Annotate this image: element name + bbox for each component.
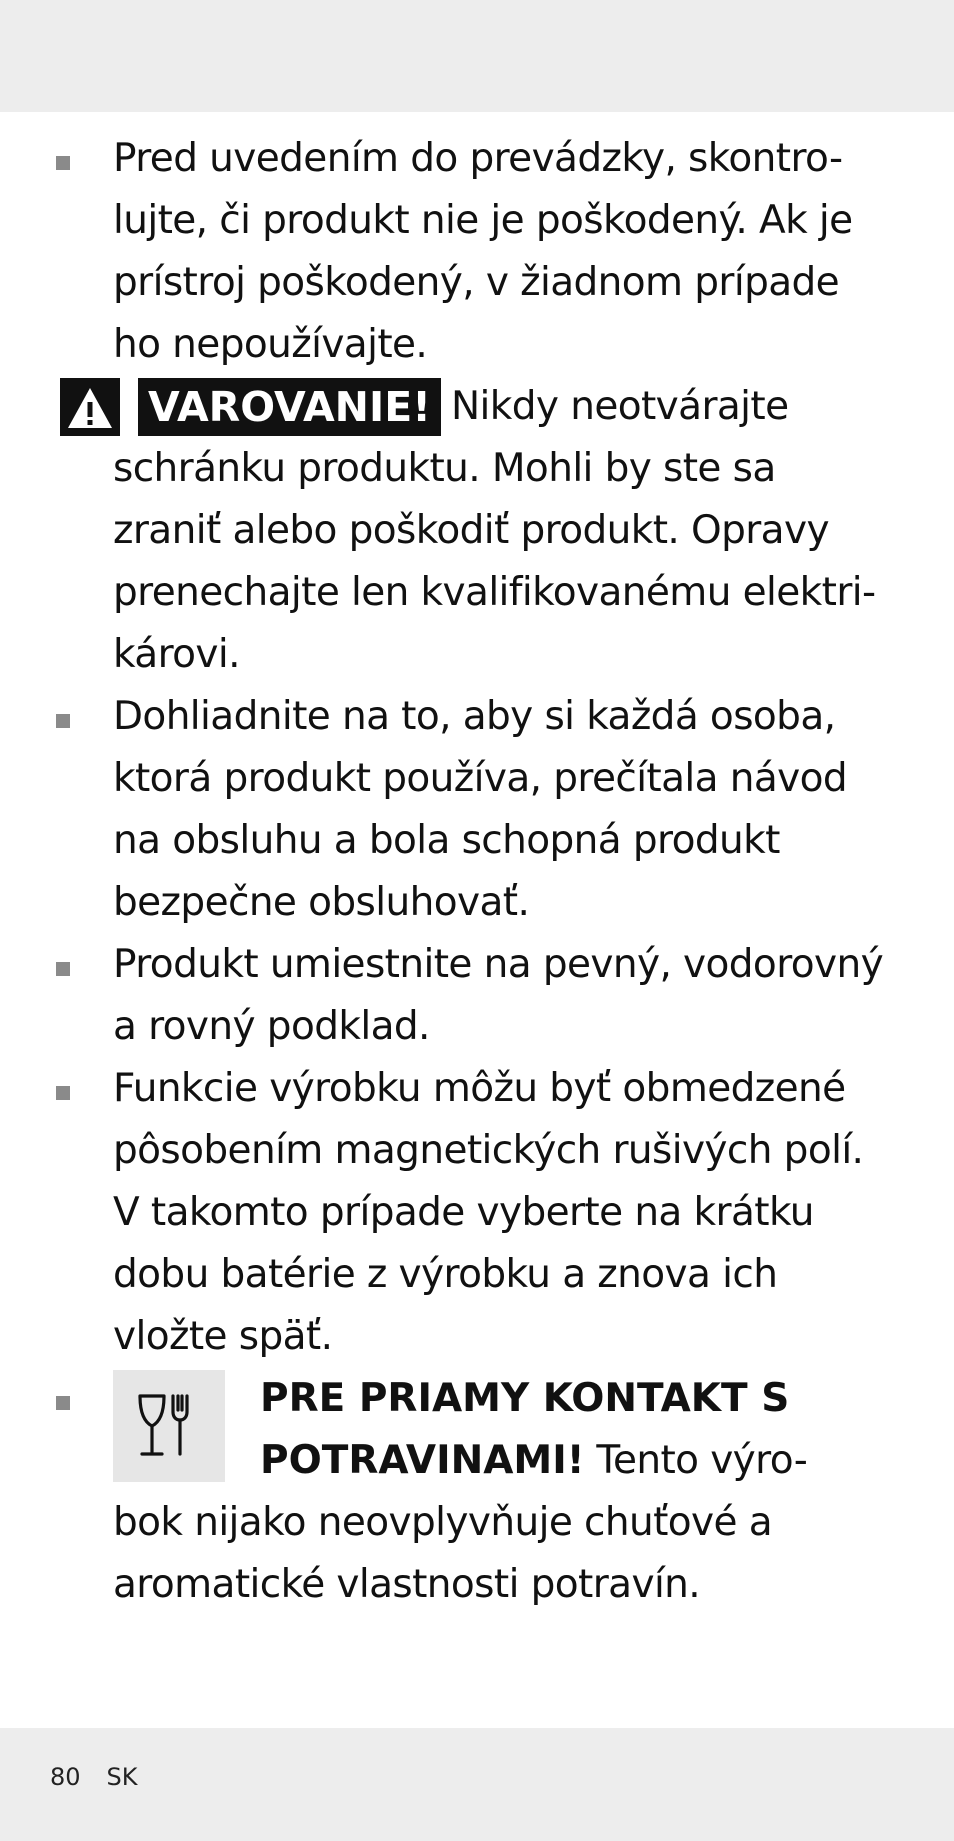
warning-label: VAROVANIE! [138,378,441,436]
list-item [0,1058,954,1368]
page-footer [50,1762,164,1792]
warning-header [60,376,914,438]
warning-item [0,376,954,686]
text-line: na obsluhu a bola schopná produkt [113,818,780,863]
bullet-square [56,1396,70,1410]
food-contact-item [0,1368,954,1616]
language-code: SK [106,1763,138,1791]
text-line: dobu batérie z výrobku a znova ich [113,1252,778,1297]
text-line: bezpečne obsluhovať. [113,880,530,925]
text-line: V takomto prípade vyberte na krátku [113,1190,814,1235]
text-line: schránku produktu. Mohli by ste sa [113,446,776,491]
list-item [0,934,954,1058]
text-line: Tento výro- [596,1438,808,1483]
bullet-square [56,962,70,976]
bullet-square [56,714,70,728]
text-line: pôsobením magnetických rušivých polí. [113,1128,864,1173]
text-line: Nikdy neotvárajte [450,384,789,429]
text-line: vložte späť. [113,1314,333,1359]
text-line: prístroj poškodený, v žiadnom prípade [113,260,840,305]
food-contact-title: PRE PRIAMY KONTAKT S [260,1376,790,1421]
text-line: Pred uvedením do prevádzky, skontro- [113,136,843,181]
header-band [0,0,954,112]
list-item [0,686,954,934]
page-number: 80 [50,1763,81,1791]
text-line: lujte, či produkt nie je poškodený. Ak je [113,198,853,243]
food-contact-title-cont: POTRAVINAMI! [260,1438,585,1483]
bullet-square [56,1086,70,1100]
bullet-square [56,156,70,170]
text-line: a rovný podklad. [113,1004,430,1049]
text-line: Dohliadnite na to, aby si každá osoba, [113,694,836,739]
text-line: prenechajte len kvalifikovanému elektri- [113,570,876,615]
safety-instructions [0,128,954,1616]
food-contact-header [113,1368,914,1492]
text-line: zraniť alebo poškodiť produkt. Opravy [113,508,829,553]
list-item [0,128,954,376]
food-safe-icon [113,1370,225,1482]
text-line: aromatické vlastnosti potravín. [113,1562,701,1607]
text-line: bok nijako neovplyvňuje chuťové a [113,1500,773,1545]
warning-triangle-icon [60,378,120,436]
text-line: Produkt umiestnite na pevný, vodorovný [113,942,884,987]
text-line: ho nepoužívajte. [113,322,428,367]
text-line: károvi. [113,632,240,677]
text-line: Funkcie výrobku môžu byť obmedzené [113,1066,846,1111]
text-line: ktorá produkt používa, prečítala návod [113,756,848,801]
